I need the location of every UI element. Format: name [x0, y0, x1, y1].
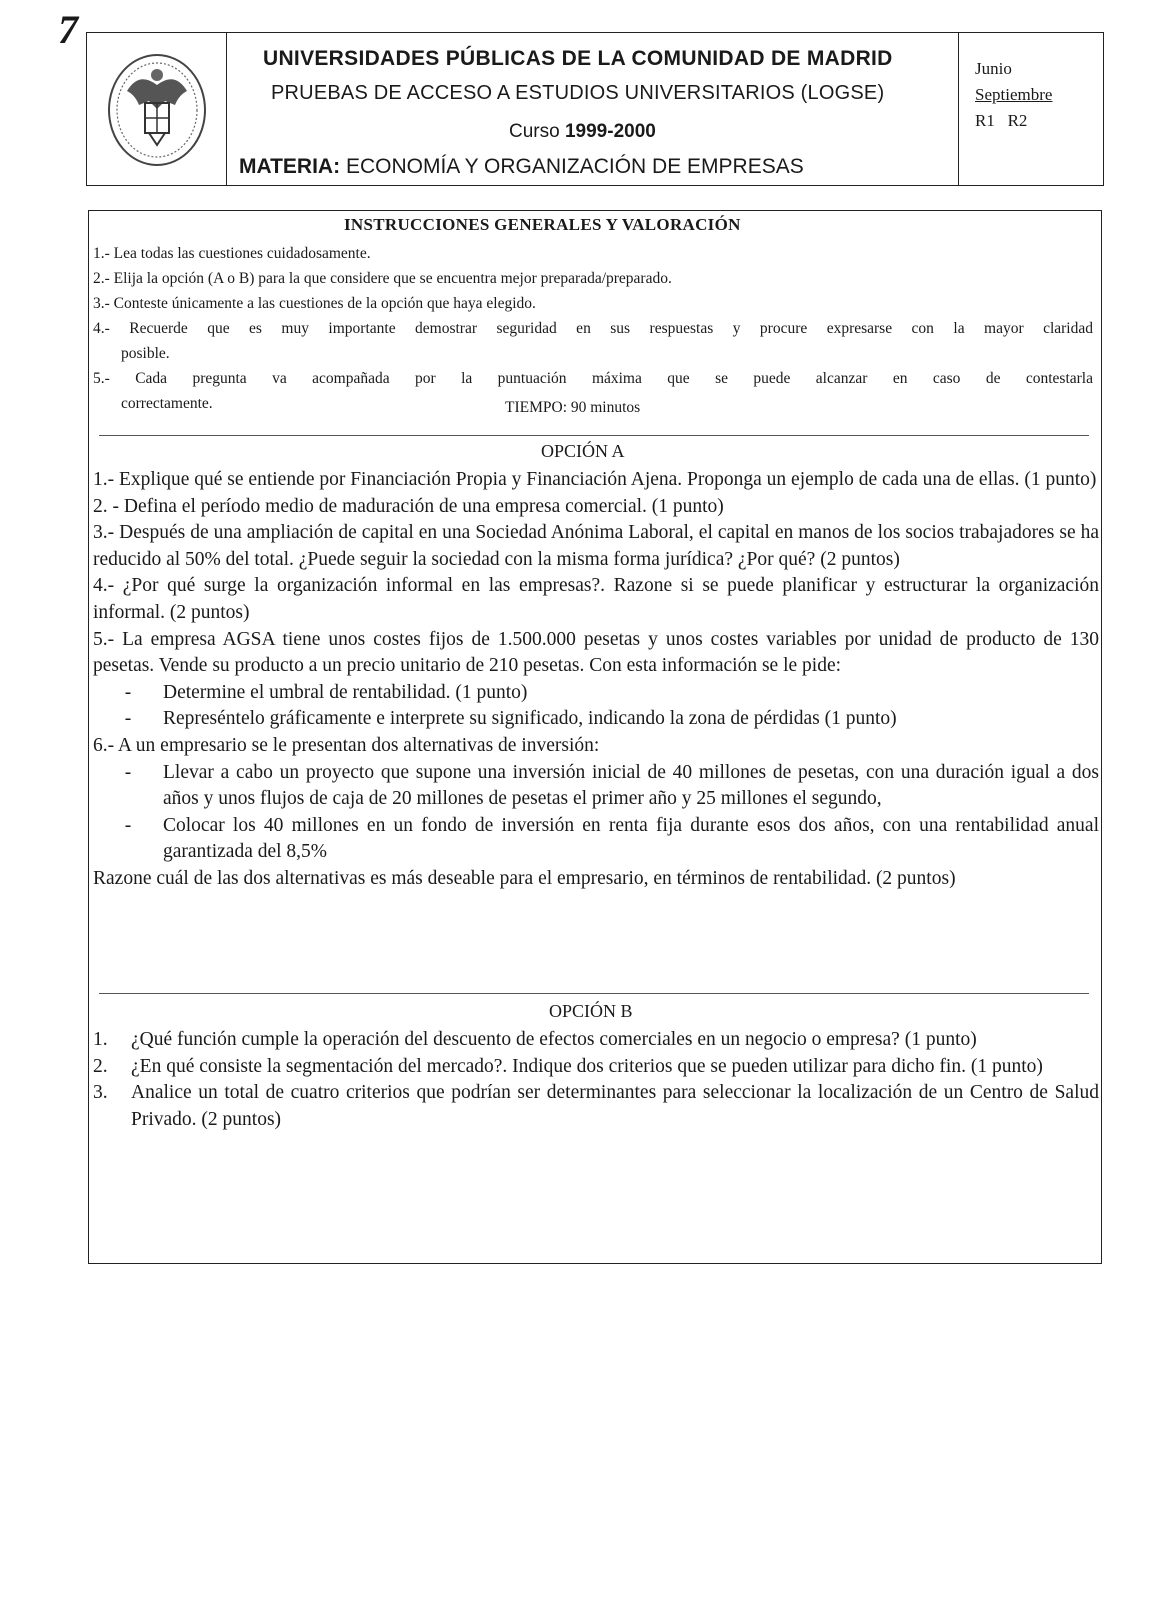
- exam-header: [86, 32, 1104, 186]
- question-text: Analice un total de cuatro criterios que podrían ser determinantes para seleccionar la localización de un Centro de Salud Privado. (2 puntos): [131, 1082, 1099, 1130]
- bullet-text: Determine el umbral de rentabilidad. (1 punto): [163, 681, 528, 703]
- header-line-universities: UNIVERSIDADES PÚBLICAS DE LA COMUNIDAD DE MADRID: [263, 47, 893, 70]
- question-b-item: [93, 1080, 1099, 1133]
- option-a-questions: [93, 467, 1099, 893]
- question-text: ¿En qué consiste la segmentación del mercado?. Indique dos criterios que se pueden utilizar para dicho fin. (1 punto): [131, 1055, 1043, 1077]
- question-a2: 2. - Defina el período medio de maduración de una empresa comercial. (1 punto): [93, 495, 724, 517]
- exam-body: [88, 210, 1102, 1264]
- instructions-list: [93, 241, 1093, 416]
- question-number: 2.: [93, 1055, 108, 1077]
- header-materia: [239, 155, 804, 179]
- option-a-title: OPCIÓN A: [541, 441, 625, 461]
- instruction-item: 2.- Elija la opción (A o B) para la que considere que se encuentra mejor preparada/preparado.: [93, 270, 672, 287]
- question-number: 1.: [93, 1029, 108, 1050]
- materia-value: ECONOMÍA Y ORGANIZACIÓN DE EMPRESAS: [345, 155, 804, 178]
- question-a6-bullet: [93, 760, 1099, 813]
- bullet-text: Represéntelo gráficamente e interprete su significado, indicando la zona de pérdidas (1 punto): [163, 708, 897, 730]
- header-title-cell: [227, 33, 959, 185]
- question-a1: 1.- Explique qué se entiende por Financiación Propia y Financiación Ajena. Proponga un ejemplo de cada una de ellas. (1 punto): [93, 469, 1097, 490]
- question-a5-bullet: [93, 680, 1099, 707]
- option-b-questions: [93, 1027, 1099, 1133]
- bullet-text: Colocar los 40 millones en un fondo de inversión en renta fija durante esos dos años, con una rentabilidad anual garantizada del 8,5%: [163, 814, 1099, 863]
- divider: [99, 993, 1089, 994]
- page-number: 7: [58, 7, 78, 52]
- divider: [99, 435, 1089, 436]
- bullet-text: Llevar a cabo un proyecto que supone una inversión inicial de 40 millones de pesetas, con una duración igual a dos años y unos flujos de caja de 20 millones de pesetas el primer año y 25 millones el segundo,: [163, 761, 1099, 810]
- instruction-item: 5.- Cada pregunta va acompañada por la puntuación máxima que se puede alcanzar en caso de contestarla: [93, 370, 1093, 387]
- question-a3: 3.- Después de una ampliación de capital en una Sociedad Anónima Laboral, el capital en manos de los socios trabajadores se ha reducido al 50% del total. ¿Puede seguir la sociedad con la misma forma jurídica? ¿Por qué? (2 puntos): [93, 522, 1099, 570]
- tiempo-label: TIEMPO: 90 minutos: [505, 399, 641, 416]
- header-curso: [509, 121, 656, 143]
- bullet-dash: -: [124, 681, 132, 703]
- instruction-item: 1.- Lea todas las cuestiones cuidadosamente.: [93, 245, 371, 262]
- question-number: 3.: [93, 1082, 108, 1104]
- header-line-pruebas: PRUEBAS DE ACCESO A ESTUDIOS UNIVERSITARIOS (LOGSE): [271, 82, 885, 104]
- bullet-dash: -: [124, 814, 132, 836]
- instruction-item-cont: correctamente.: [121, 395, 213, 412]
- session-septiembre: Septiembre: [975, 85, 1053, 104]
- curso-label: Curso: [509, 121, 560, 142]
- materia-label: MATERIA:: [239, 155, 341, 178]
- session-junio: Junio: [975, 59, 1012, 78]
- university-seal-icon: [105, 51, 209, 169]
- question-text: ¿Qué función cumple la operación del descuento de efectos comerciales en un negocio o empresa? (1 punto): [131, 1029, 977, 1050]
- session-cell: [959, 33, 1105, 185]
- instruction-item: 3.- Conteste únicamente a las cuestiones de la opción que haya elegido.: [93, 295, 536, 312]
- question-a5: 5.- La empresa AGSA tiene unos costes fijos de 1.500.000 pesetas y unos costes variables por unidad de producto de 130 pesetas. Vende su producto a un precio unitario de 210 pesetas. Con esta información se le pide:: [93, 628, 1099, 677]
- question-a5-bullet: [93, 706, 1099, 733]
- question-a4: 4.- ¿Por qué surge la organización informal en las empresas?. Razone si se puede planificar y estructurar la organización informal. (2 puntos): [93, 575, 1099, 623]
- question-b-item: [93, 1054, 1099, 1081]
- session-r1-r2: R1 R2: [975, 111, 1028, 130]
- question-a6-conclusion: Razone cuál de las dos alternativas es más deseable para el empresario, en términos de rentabilidad. (2 puntos): [93, 867, 956, 889]
- question-a6-bullet: [93, 813, 1099, 866]
- seal-cell: [87, 33, 227, 185]
- curso-value: 1999-2000: [564, 121, 656, 142]
- bullet-dash: -: [124, 761, 132, 783]
- instructions-title: INSTRUCCIONES GENERALES Y VALORACIÓN: [344, 215, 741, 234]
- question-b-item: [93, 1027, 1099, 1054]
- instruction-item-cont: posible.: [121, 345, 170, 362]
- bullet-dash: -: [124, 708, 132, 730]
- instruction-item: 4.- Recuerde que es muy importante demostrar seguridad en sus respuestas y procure expresarse con la mayor claridad: [93, 320, 1093, 337]
- option-b-title: OPCIÓN B: [549, 1001, 633, 1021]
- question-a6: 6.- A un empresario se le presentan dos alternativas de inversión:: [93, 734, 600, 756]
